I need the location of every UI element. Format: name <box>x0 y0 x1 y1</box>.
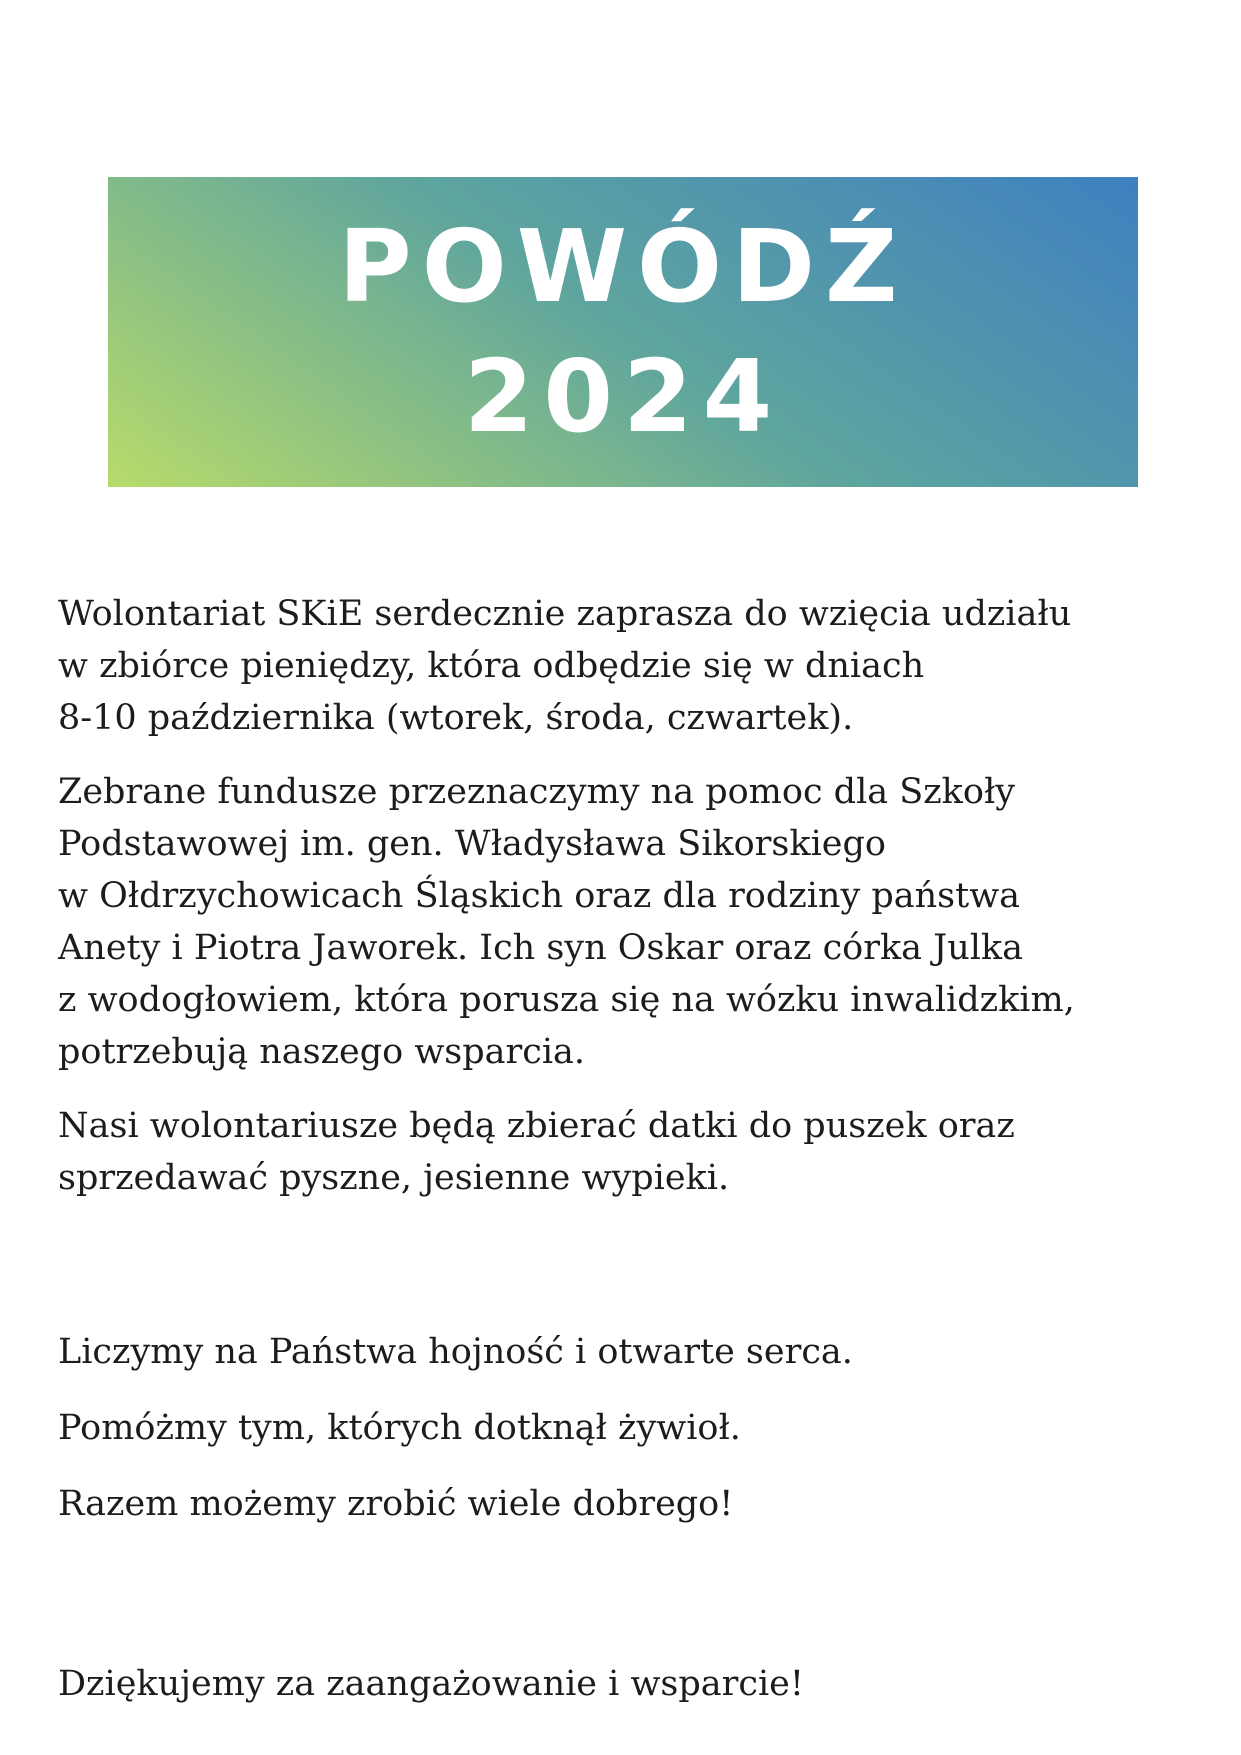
paragraph-thanks: Dziękujemy za zaangażowanie i wsparcie! <box>58 1664 804 1704</box>
paragraph-together: Razem możemy zrobić wiele dobrego! <box>58 1484 734 1524</box>
paragraph-help: Pomóżmy tym, których dotknął żywioł. <box>58 1408 741 1448</box>
paragraph-beneficiaries: Zebrane fundusze przeznaczymy na pomoc dla Szkoły Podstawowej im. gen. Władysława Sikorskiego w Ołdrzychowicach Śląskich oraz dla rodziny państwa Anety i Piotra Jaworek. Ich syn Oskar oraz córka Julka z wodogłowiem, która porusza się na wózku inwalidzkim, potrzebują naszego wsparcia. <box>58 772 1075 1072</box>
document-body <box>58 588 1178 1710</box>
banner-year: 2024 <box>463 338 783 455</box>
paragraph-volunteers: Nasi wolontariusze będą zbierać datki do puszek oraz sprzedawać pyszne, jesienne wypieki. <box>58 1106 1015 1198</box>
paragraph-appeal: Liczymy na Państwa hojność i otwarte serca. <box>58 1332 853 1372</box>
title-banner <box>108 177 1138 487</box>
banner-title: POWÓDŹ <box>338 208 908 325</box>
paragraph-invitation: Wolontariat SKiE serdecznie zaprasza do wzięcia udziału w zbiórce pieniędzy, która odbędzie się w dniach 8-10 października (wtorek, środa, czwartek). <box>58 594 1072 738</box>
